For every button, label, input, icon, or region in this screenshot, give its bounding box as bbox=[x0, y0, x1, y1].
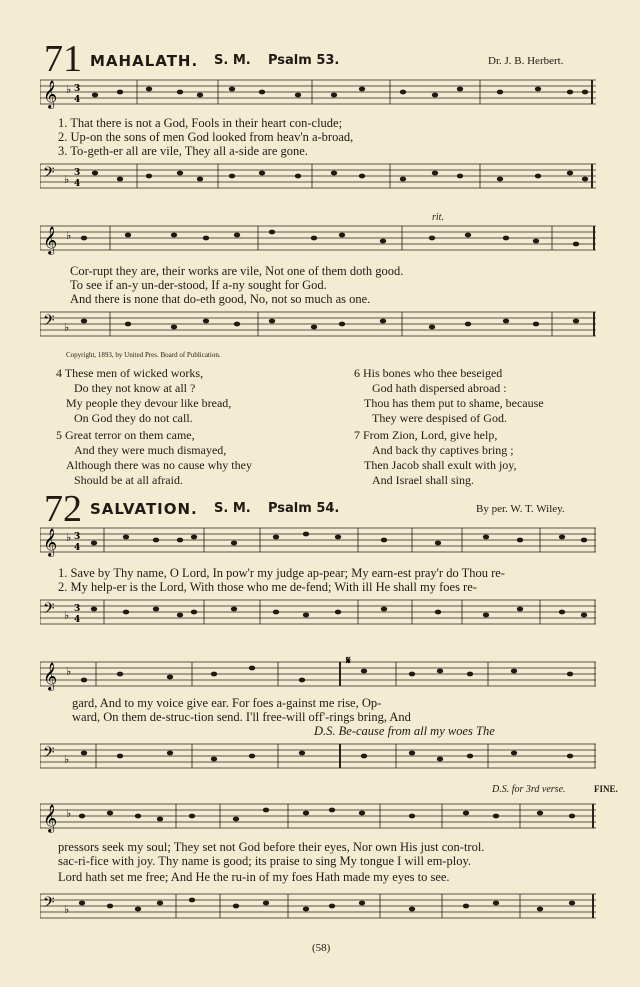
stanza-4 bbox=[56, 366, 231, 426]
svg-text:3: 3 bbox=[74, 84, 81, 94]
hymn-meter-72: S. M. bbox=[214, 501, 251, 516]
lyric-71-s2-v3: And there is none that do-eth good, No, not so much as one. bbox=[70, 292, 371, 306]
svg-text:♭: ♭ bbox=[64, 753, 70, 766]
lyric-72-s3-v2: sac-ri-fice with joy. Thy name is good; its praise to sing My tongue I will em-ploy. bbox=[58, 854, 472, 868]
svg-text:𝄢: 𝄢 bbox=[43, 744, 55, 765]
staff-71-2-treble bbox=[40, 222, 600, 258]
stanza-line: Although there was no cause why they bbox=[66, 458, 252, 472]
stanza-line: Great terror on them came, bbox=[65, 428, 195, 442]
stanza-number: 4 bbox=[56, 366, 62, 380]
svg-text:♭: ♭ bbox=[66, 83, 72, 96]
lyric-72-s1-v2: 2. My help-er is the Lord, With those who me de-fend; With ill He shall my foes re- bbox=[58, 580, 477, 594]
copyright-notice: Copyright, 1893, by United Pres. Board of Publication. bbox=[66, 351, 221, 359]
stanza-line: And they were much dismayed, bbox=[74, 443, 227, 457]
lyric-71-s1-v2: 2. Up-on the sons of men God looked from heav'n a-broad, bbox=[58, 130, 354, 144]
stanza-number: 5 bbox=[56, 428, 62, 442]
hymn-composer-71: Dr. J. B. Herbert. bbox=[488, 55, 564, 67]
hymn-title-71: MAHALATH. bbox=[90, 52, 199, 70]
stanza-line: Then Jacob shall exult with joy, bbox=[364, 458, 517, 472]
stanza-line: His bones who thee beseiged bbox=[363, 366, 503, 380]
lyric-72-ds: D.S. Be-cause from all my woes The bbox=[314, 724, 495, 738]
svg-text:♭: ♭ bbox=[64, 903, 70, 916]
stanza-5 bbox=[56, 428, 252, 488]
svg-text:4: 4 bbox=[74, 179, 81, 189]
staff-72-1-bass bbox=[40, 596, 600, 632]
lyric-72-s1-v1: 1. Save by Thy name, O Lord, In pow'r my judge ap-pear; My earn-est pray'r do Thou re- bbox=[58, 566, 505, 580]
svg-text:𝄢: 𝄢 bbox=[43, 894, 55, 915]
hymn-psalm-71: Psalm 53. bbox=[268, 53, 340, 68]
lyric-71-s2-v1: Cor-rupt they are, their works are vile, Not one of them doth good. bbox=[70, 264, 404, 278]
stanza-line: Do they not know at all ? bbox=[74, 381, 196, 395]
stanza-line: My people they devour like bread, bbox=[66, 396, 232, 410]
stanza-line: God hath dispersed abroad : bbox=[372, 381, 507, 395]
hymn-number-72: 72 bbox=[44, 488, 82, 530]
svg-text:𝄋: 𝄋 bbox=[346, 654, 351, 667]
svg-text:♭: ♭ bbox=[66, 807, 72, 820]
svg-text:♭: ♭ bbox=[66, 531, 72, 544]
svg-text:4: 4 bbox=[74, 95, 81, 105]
stanza-line: And Israel shall sing. bbox=[372, 473, 474, 487]
stanza-line: These men of wicked works, bbox=[64, 366, 204, 380]
stanza-number: 7 bbox=[354, 428, 360, 442]
svg-text:𝄞: 𝄞 bbox=[43, 226, 58, 254]
stanza-line: And back thy captives bring ; bbox=[372, 443, 514, 457]
stanza-line: On God they do not call. bbox=[74, 411, 193, 425]
stanza-line: From Zion, Lord, give help, bbox=[363, 428, 498, 442]
stanza-line: They were despised of God. bbox=[372, 411, 507, 425]
hymn-meter-71: S. M. bbox=[214, 53, 251, 68]
staff-72-3-bass bbox=[40, 890, 600, 926]
svg-text:𝄞: 𝄞 bbox=[43, 528, 58, 556]
stanza-6 bbox=[354, 366, 544, 426]
stanza-line: Thou has them put to shame, because bbox=[364, 396, 544, 410]
lyric-72-s2-v1: gard, And to my voice give ear. For foes a-gainst me rise, Op- bbox=[72, 696, 382, 710]
svg-text:♭: ♭ bbox=[66, 665, 72, 678]
lyric-72-s2-v2: ward, On them de-struc-tion send. I'll free-will off'-rings bring, And bbox=[72, 710, 411, 724]
page-number: (58) bbox=[312, 942, 331, 954]
fine-marking: FINE. bbox=[594, 784, 618, 794]
staff-72-1-treble bbox=[40, 524, 600, 560]
svg-text:𝄢: 𝄢 bbox=[43, 600, 55, 621]
svg-text:𝄢: 𝄢 bbox=[43, 312, 55, 333]
lyric-72-s3-v1: pressors seek my soul; They set not God before their eyes, Nor own His just con-trol. bbox=[58, 840, 485, 854]
hymn-psalm-72: Psalm 54. bbox=[268, 501, 340, 516]
svg-text:𝄢: 𝄢 bbox=[43, 164, 55, 185]
svg-text:♭: ♭ bbox=[66, 229, 72, 242]
lyric-71-s2-v2: To see if an-y un-der-stood, If a-ny sought for God. bbox=[70, 278, 327, 292]
lyric-71-s1-v1: 1. That there is not a God, Fools in their heart con-clude; bbox=[58, 116, 343, 130]
staff-71-2-bass bbox=[40, 308, 600, 344]
hymn-number-71: 71 bbox=[44, 38, 82, 80]
svg-text:♭: ♭ bbox=[64, 173, 70, 186]
rit-marking: rit. bbox=[432, 212, 444, 223]
staff-72-2-bass bbox=[40, 740, 600, 776]
staff-72-2-treble bbox=[40, 654, 600, 694]
hymn-composer-72: By per. W. T. Wiley. bbox=[476, 503, 565, 515]
stanza-line: Should be at all afraid. bbox=[74, 473, 183, 487]
svg-text:3: 3 bbox=[74, 168, 81, 178]
svg-text:4: 4 bbox=[74, 615, 81, 625]
stanza-number: 6 bbox=[354, 366, 360, 380]
ds-third-verse: D.S. for 3rd verse. bbox=[492, 784, 566, 795]
svg-text:♭: ♭ bbox=[64, 609, 70, 622]
svg-text:3: 3 bbox=[74, 532, 81, 542]
svg-text:𝄞: 𝄞 bbox=[43, 662, 58, 690]
svg-text:4: 4 bbox=[74, 543, 81, 553]
svg-text:𝄞: 𝄞 bbox=[43, 804, 58, 832]
hymn-title-72: SALVATION. bbox=[90, 500, 198, 518]
svg-text:3: 3 bbox=[74, 604, 81, 614]
lyric-72-s3-v3: Lord hath set me free; And He the ru-in of my foes Hath made my eyes to see. bbox=[58, 870, 450, 884]
staff-71-1-bass bbox=[40, 160, 600, 196]
staff-72-3-treble bbox=[40, 800, 600, 836]
svg-text:𝄞: 𝄞 bbox=[43, 80, 58, 108]
staff-71-1-treble bbox=[40, 76, 600, 112]
stanza-7 bbox=[354, 428, 517, 488]
lyric-71-s1-v3: 3. To-geth-er all are vile, They all a-side are gone. bbox=[58, 144, 308, 158]
svg-text:♭: ♭ bbox=[64, 321, 70, 334]
